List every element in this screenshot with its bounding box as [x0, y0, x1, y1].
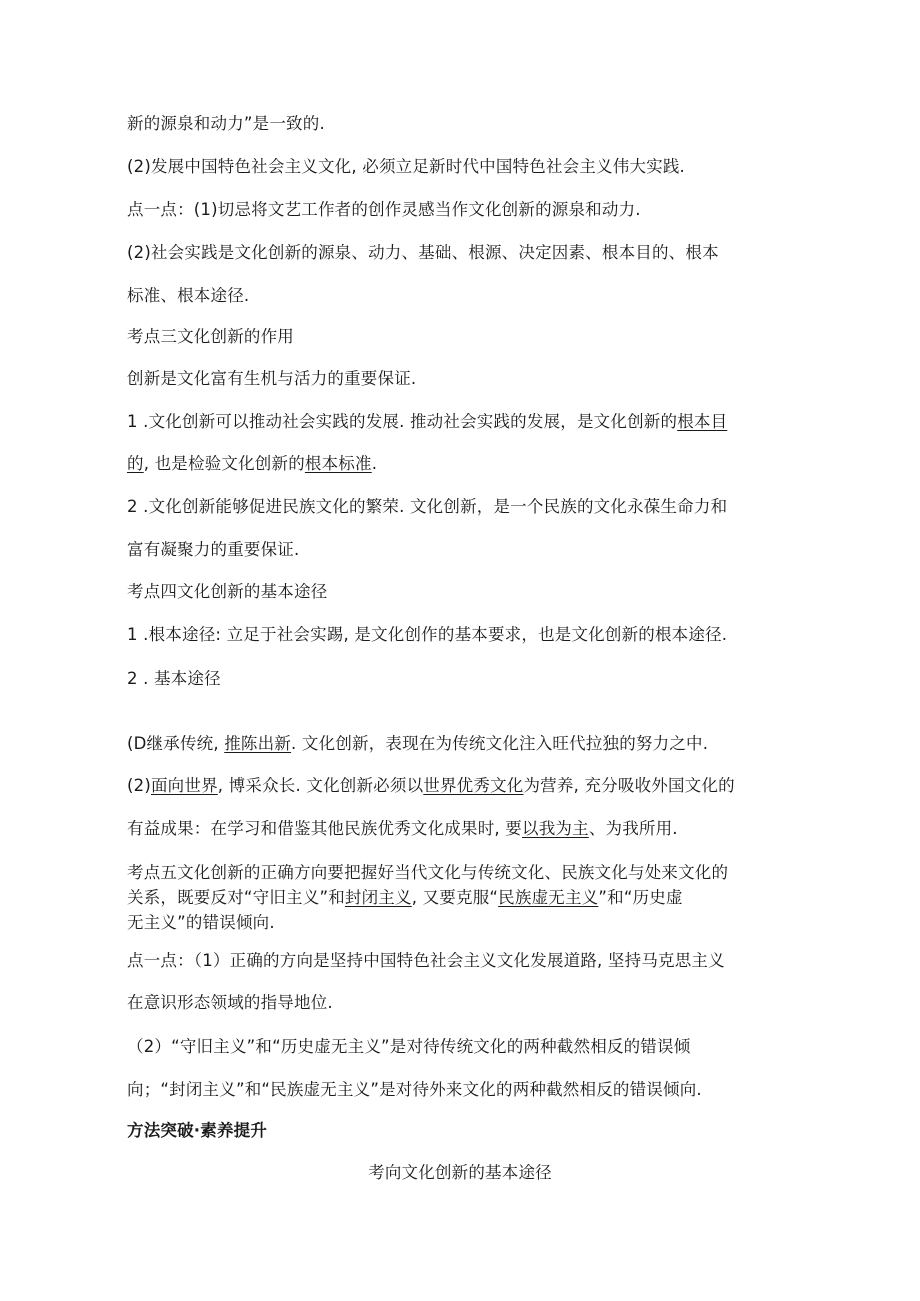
text-line: (2)发展中国特色社会主义文化, 必须立足新时代中国特色社会主义伟大实践. [127, 157, 686, 176]
text-line: 向；“封闭主义”和“民族虚无主义”是对待外来文化的两种截然相反的错误倾向. [127, 1080, 702, 1099]
underlined-term: 的 [127, 454, 144, 473]
text-line: 1 .根本途径: 立足于社会实踢, 是文化创作的基本要求，也是文化创新的根本途径. [127, 625, 728, 644]
section-heading: 考点三文化创新的作用 [127, 327, 294, 346]
text-line: 的, 也是检验文化创新的根本标准. [127, 454, 378, 473]
underlined-term: 根本标准 [304, 454, 372, 473]
subsection-heading: 方法突破·素养提升 [127, 1121, 268, 1140]
underlined-term: 面向世界 [150, 776, 218, 795]
section-heading: 考点四文化创新的基本途径 [127, 582, 328, 601]
text-line: 关系，既要反对“守旧主义”和封闭主义, 又要克服“民族虚无主义”和“历史虚 [127, 888, 683, 907]
underlined-term: 以我为主 [522, 819, 589, 838]
text-line: (2)社会实践是文化创新的源泉、动力、基础、根源、决定因素、根本目的、根本 [127, 243, 719, 262]
section-heading: 考点五文化创新的正确方向要把握好当代文化与传统文化、民族文化与处来文化的 [127, 863, 729, 882]
underlined-term: 推陈出新 [224, 734, 292, 753]
underlined-term: 封闭主义 [344, 888, 412, 907]
text-line: 创新是文化富有生机与活力的重要保证. [127, 369, 417, 388]
text-line: 点一点：（1）正确的方向是坚持中国特色社会主义文化发展道路, 坚持马克思主义 [127, 951, 725, 970]
underlined-term: 世界优秀文化 [423, 776, 524, 795]
text-line: 新的源泉和动力”是一致的. [127, 114, 325, 133]
underlined-term: 民族虚无主义 [498, 888, 599, 907]
text-line: 2 . 基本途径 [127, 669, 221, 688]
text-line: 2 .文化创新能够促进民族文化的繁荣. 文化创新，是一个民族的文化永葆生命力和 [127, 497, 728, 516]
text-line: 点一点：(1)切忌将文艺工作者的创作灵感当作文化创新的源泉和动力. [127, 200, 641, 219]
text-line: (D继承传统, 推陈出新. 文化创新，表现在为传统文化注入旺代拉独的努力之中. [127, 734, 709, 753]
text-line: 1 .文化创新可以推动社会实践的发展. 推动社会实践的发展，是文化创新的根本目 [127, 412, 728, 431]
text-line: 无主义”的错误倾向. [127, 913, 275, 932]
text-line: 在意识形态领域的指导地位. [127, 993, 333, 1012]
text-line: 标准、根本途径. [127, 286, 250, 305]
text-line: （2）“守旧主义”和“历史虚无主义”是对待传统文化的两种截然相反的错误倾 [127, 1037, 691, 1056]
text-line: (2)面向世界, 博采众长. 文化创新必须以世界优秀文化为营养, 充分吸收外国文化的 [127, 776, 735, 795]
centered-heading: 考向文化创新的基本途径 [368, 1163, 552, 1182]
text-line: 有益成果：在学习和借鉴其他民族优秀文化成果时, 要以我为主、为我所用. [127, 819, 678, 838]
text-line: 富有凝聚力的重要保证. [127, 540, 300, 559]
underlined-term: 根本目 [677, 412, 728, 431]
